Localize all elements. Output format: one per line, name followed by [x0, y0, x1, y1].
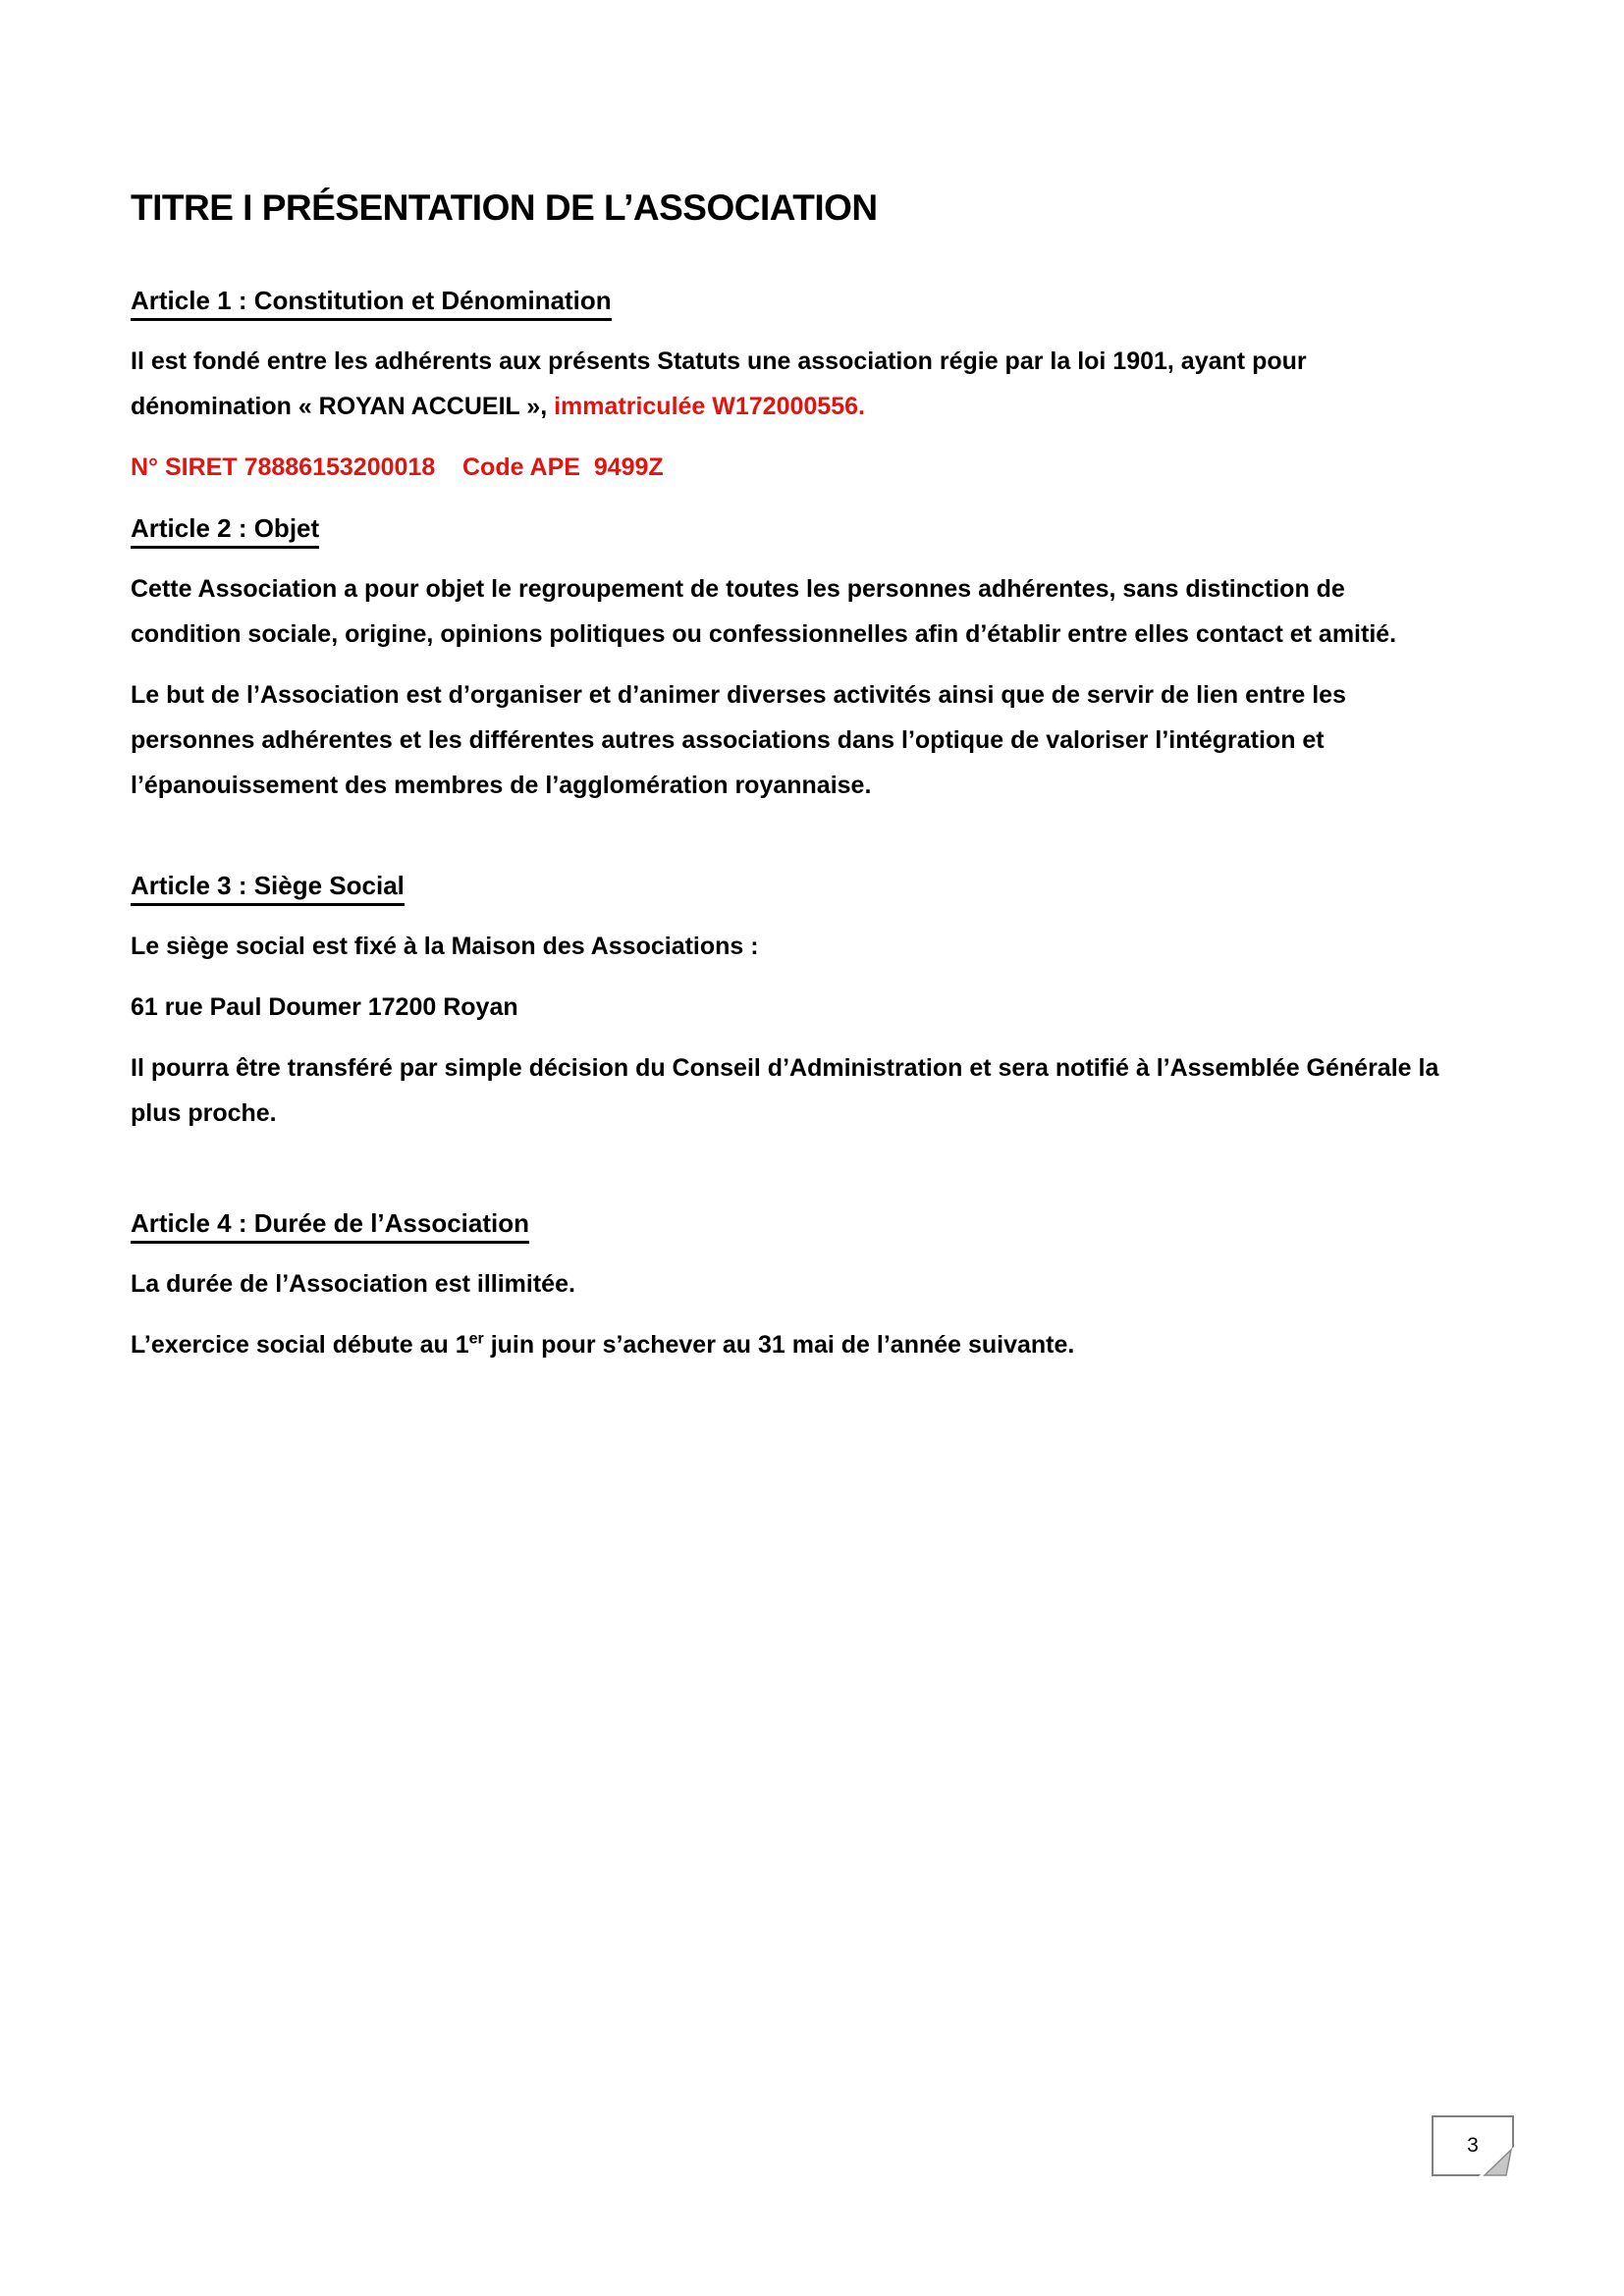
article-3-paragraph-2: 61 rue Paul Doumer 17200 Royan: [131, 993, 518, 1021]
blank-line: [131, 1151, 1446, 1201]
article-2-paragraph-2: Le but de l’Association est d’organiser et d’animer diverses activités ainsi que de servir de lien entre les personnes adhérentes et les différentes autres associations dans l’optique de valoriser l’intégration et l’épanouissement des membres de l’agglomération royannaise.: [131, 681, 1346, 799]
folded-corner-icon: [1479, 2147, 1514, 2176]
article-4-paragraph-1: La durée de l’Association est illimitée.: [131, 1270, 575, 1298]
article-2-heading: [131, 506, 1446, 551]
blank-line: [131, 824, 1446, 863]
article-4-paragraph-2: [131, 1322, 1446, 1367]
article-1-heading-text: Article 1 : Constitution et Dénomination: [131, 286, 612, 321]
article-2-paragraph-1: Cette Association a pour objet le regroupement de toutes les personnes adhérentes, sans distinction de condition sociale, origine, opinions politiques ou confessionnelles afin d’établir entre elles contact et amitié.: [131, 575, 1397, 648]
article-3-paragraph-1: Le siège social est fixé à la Maison des Associations :: [131, 933, 759, 960]
article-1-paragraph: [131, 339, 1446, 429]
article-4-heading-text: Article 4 : Durée de l’Association: [131, 1208, 529, 1244]
document-title: TITRE I PRÉSENTATION DE L’ASSOCIATION: [131, 187, 878, 228]
article-3-paragraph-3: Il pourra être transféré par simple décision du Conseil d’Administration et sera notifié à l’Assemblée Générale la plus proche.: [131, 1054, 1439, 1127]
page-number: 3: [1467, 2134, 1479, 2157]
ordinal-superscript: er: [468, 1330, 484, 1348]
siret-line: [131, 445, 1446, 490]
article-4-paragraph-2-post: juin pour s’achever au 31 mai de l’année suivante.: [483, 1331, 1075, 1359]
page-number-badge: [1432, 2115, 1514, 2176]
article-3-heading: [131, 863, 1446, 908]
article-4-heading: [131, 1201, 1446, 1246]
article-4-paragraph-2-pre: L’exercice social débute au 1: [131, 1331, 469, 1359]
document-body: [131, 0, 1446, 1383]
article-1-paragraph-black-run: Il est fondé entre les adhérents aux présents Statuts une association régie par la loi 1901, ayant pour dénomination « ROYAN ACCUEIL »,: [131, 347, 1307, 420]
article-1-heading: [131, 278, 1446, 323]
article-2-heading-text: Article 2 : Objet: [131, 513, 319, 549]
article-3-heading-text: Article 3 : Siège Social: [131, 871, 405, 906]
siret-line-text: N° SIRET 78886153200018 Code APE 9499Z: [131, 454, 664, 481]
article-1-paragraph-red-run: immatriculée W172000556.: [554, 393, 865, 420]
